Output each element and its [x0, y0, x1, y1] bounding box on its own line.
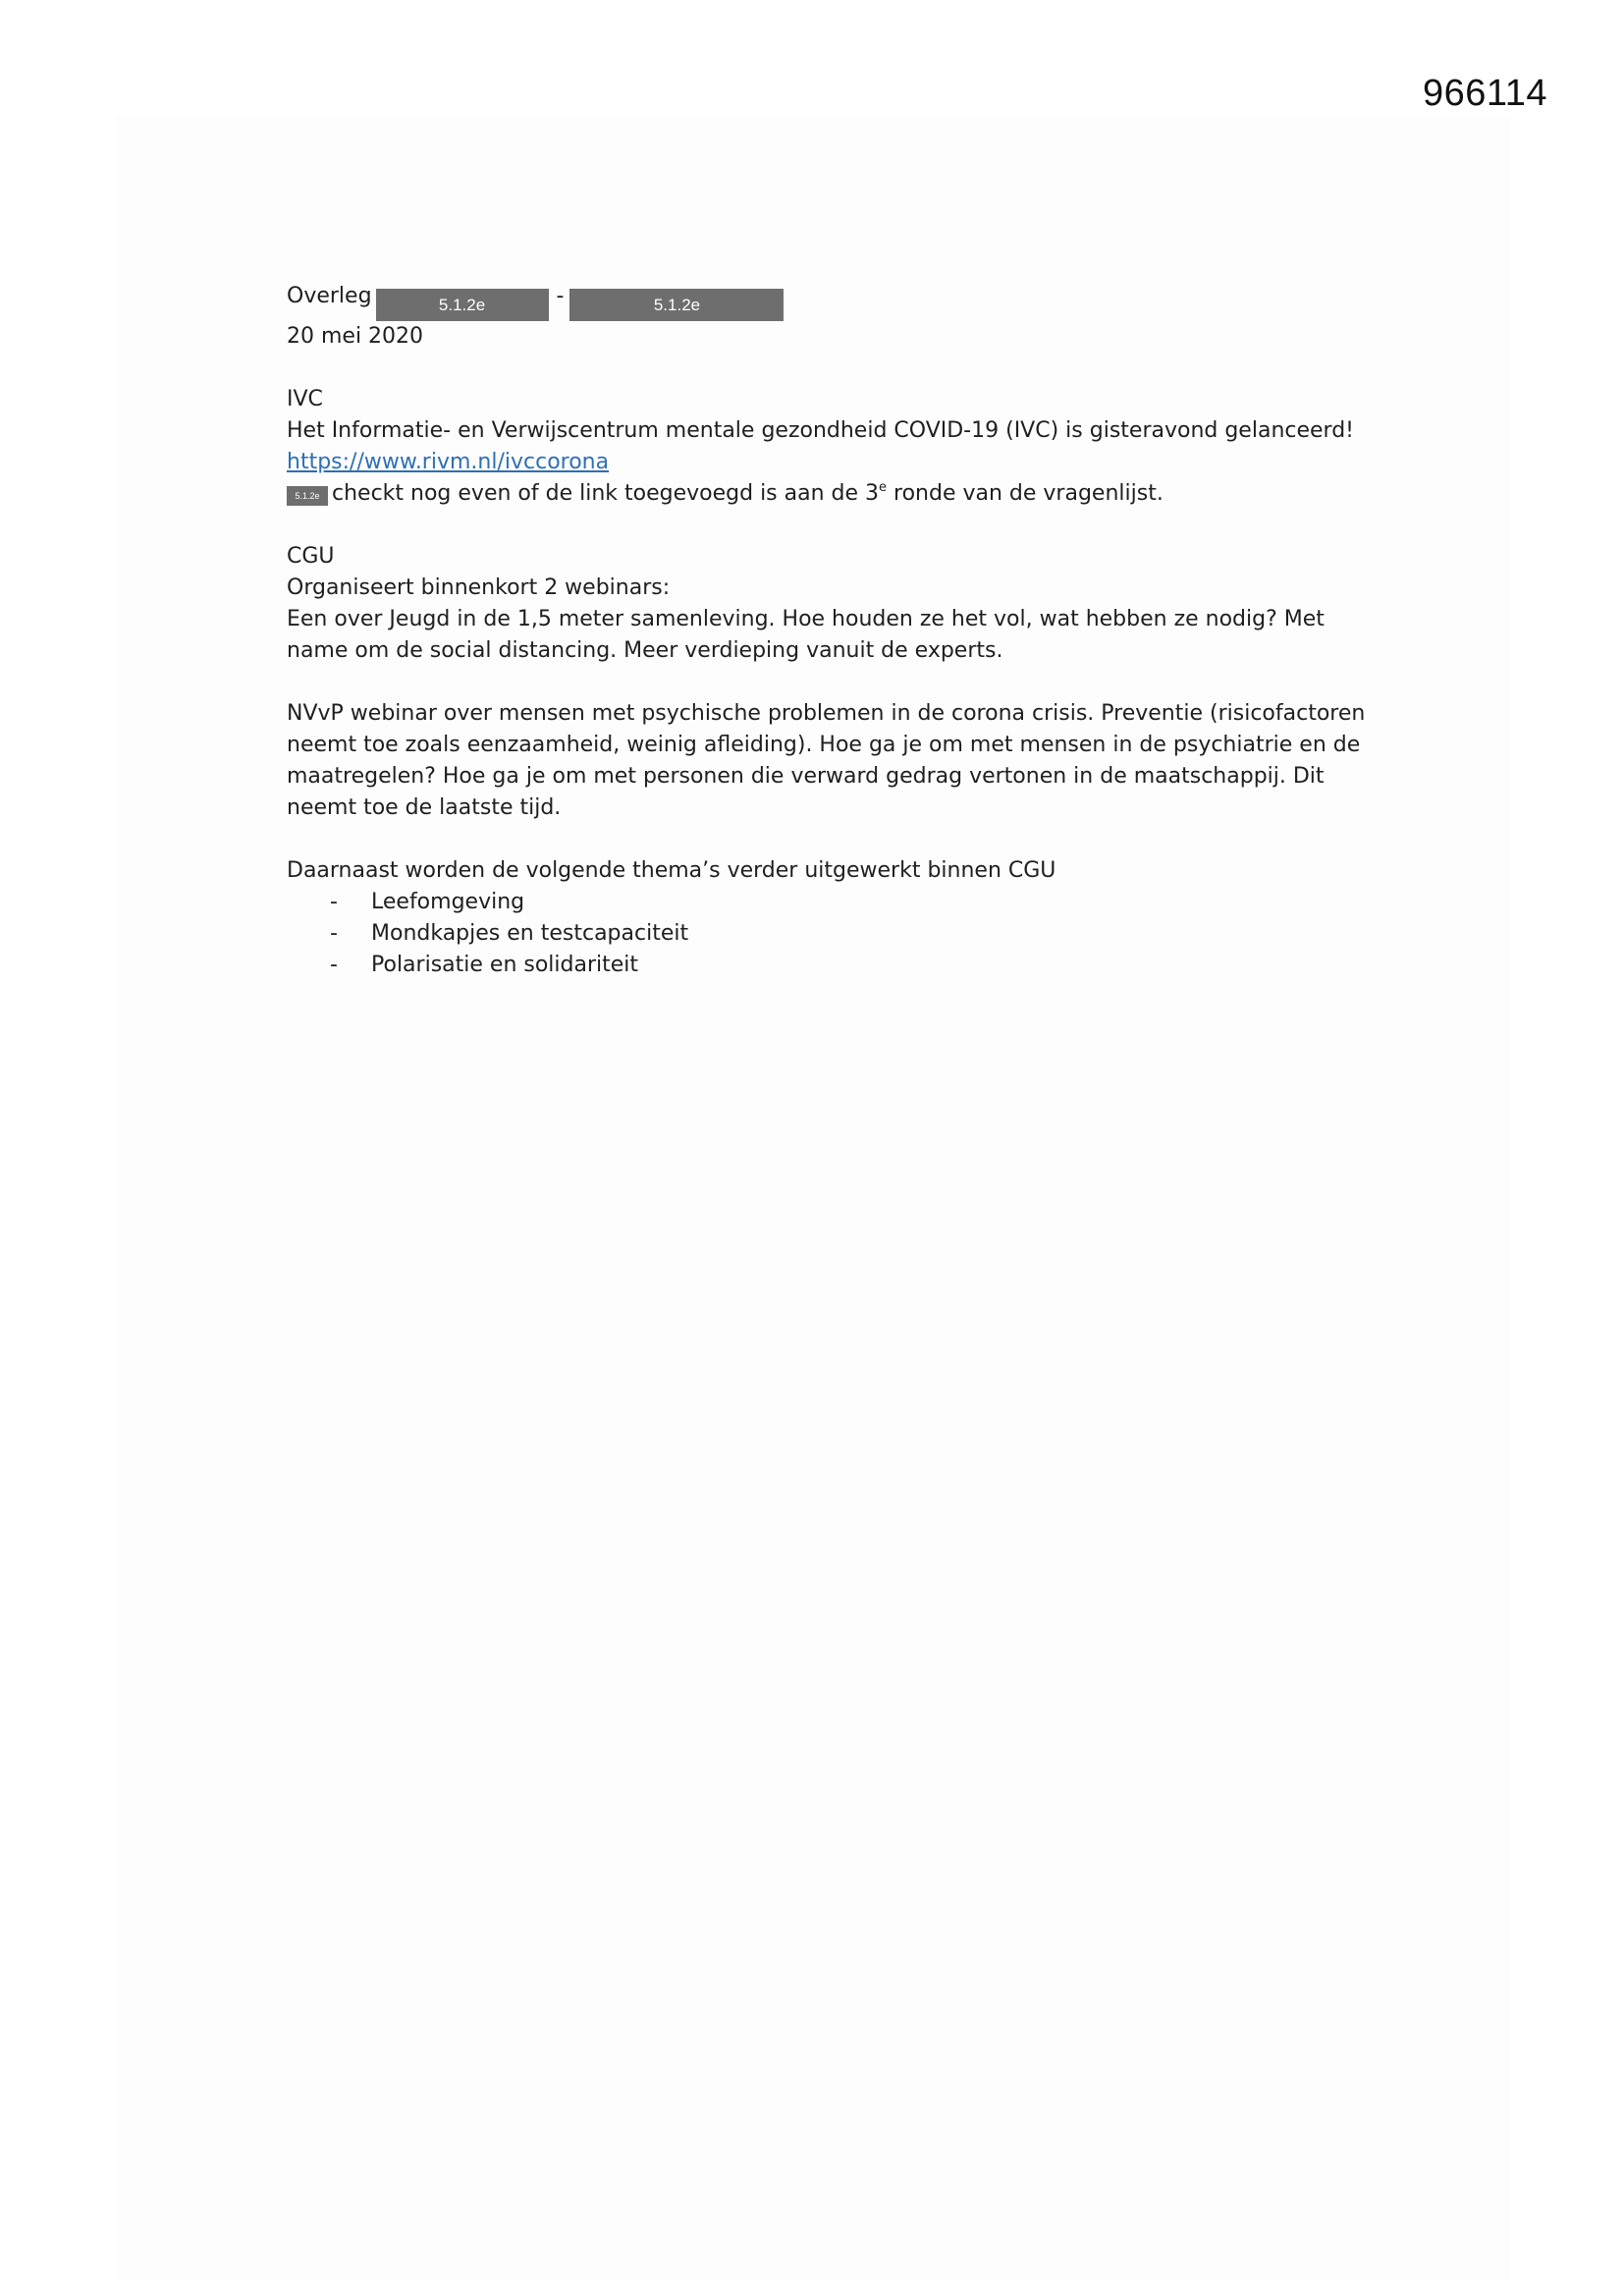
spacer [287, 667, 1367, 698]
themes-list [287, 887, 1367, 981]
document-number: 966114 [1423, 73, 1547, 114]
bullet-dash: - [330, 921, 338, 946]
list-item [287, 887, 1367, 918]
redaction-box: 5.1.2e [287, 486, 328, 506]
ivc-check-text-end: ronde van de vragenlijst. [887, 481, 1164, 506]
bullet-dash: - [330, 953, 338, 977]
theme-label: Polarisatie en solidariteit [371, 953, 639, 977]
ivc-announcement: Het Informatie- en Verwijscentrum mentale gezondheid COVID-19 (IVC) is gisteravond gelanceerd! [287, 418, 1354, 443]
theme-label: Leefomgeving [371, 890, 525, 914]
section-heading-cgu: CGU [287, 544, 335, 569]
webinar-2-text: neemt toe zoals eenzaamheid, weinig afleiding). Hoe ga je om met mensen in de psychiatrie en de [287, 733, 1361, 757]
webinar-1-text: Een over Jeugd in de 1,5 meter samenleving. Hoe houden ze het vol, wat hebben ze nodig? Met [287, 607, 1325, 631]
document-body [287, 281, 1367, 981]
ivc-check-text: checkt nog even of de link toegevoegd is aan de 3 [332, 481, 880, 506]
ivc-link-line [287, 447, 1367, 478]
bullet-dash: - [330, 890, 338, 914]
section-heading-ivc: IVC [287, 387, 323, 411]
ivc-link[interactable]: https://www.rivm.nl/ivccorona [287, 450, 610, 474]
meeting-date: 20 mei 2020 [287, 324, 424, 349]
title-separator: - [556, 284, 565, 308]
theme-label: Mondkapjes en testcapaciteit [371, 921, 689, 946]
themes-intro: Daarnaast worden de volgende thema’s verder uitgewerkt binnen CGU [287, 858, 1056, 883]
list-item [287, 950, 1367, 981]
meeting-title: Overleg [287, 284, 372, 308]
webinar-2-text: neemt toe de laatste tijd. [287, 795, 562, 820]
list-item [287, 918, 1367, 950]
meeting-title-line [287, 281, 1367, 321]
spacer [287, 353, 1367, 384]
spacer [287, 510, 1367, 541]
spacer [287, 824, 1367, 855]
webinar-2-text: maatregelen? Hoe ga je om met personen die verward gedrag vertonen in de maatschappij. Dit [287, 764, 1325, 789]
webinar-2-text: NVvP webinar over mensen met psychische problemen in de corona crisis. Preventie (risicofactoren [287, 701, 1366, 726]
webinar-1-text: name om de social distancing. Meer verdieping vanuit de experts. [287, 638, 1003, 663]
cgu-intro: Organiseert binnenkort 2 webinars: [287, 575, 671, 600]
redaction-box: 5.1.2e [569, 289, 784, 321]
ivc-check-superscript: e [879, 480, 888, 495]
redaction-box: 5.1.2e [376, 289, 549, 321]
ivc-check-line [287, 478, 1367, 510]
